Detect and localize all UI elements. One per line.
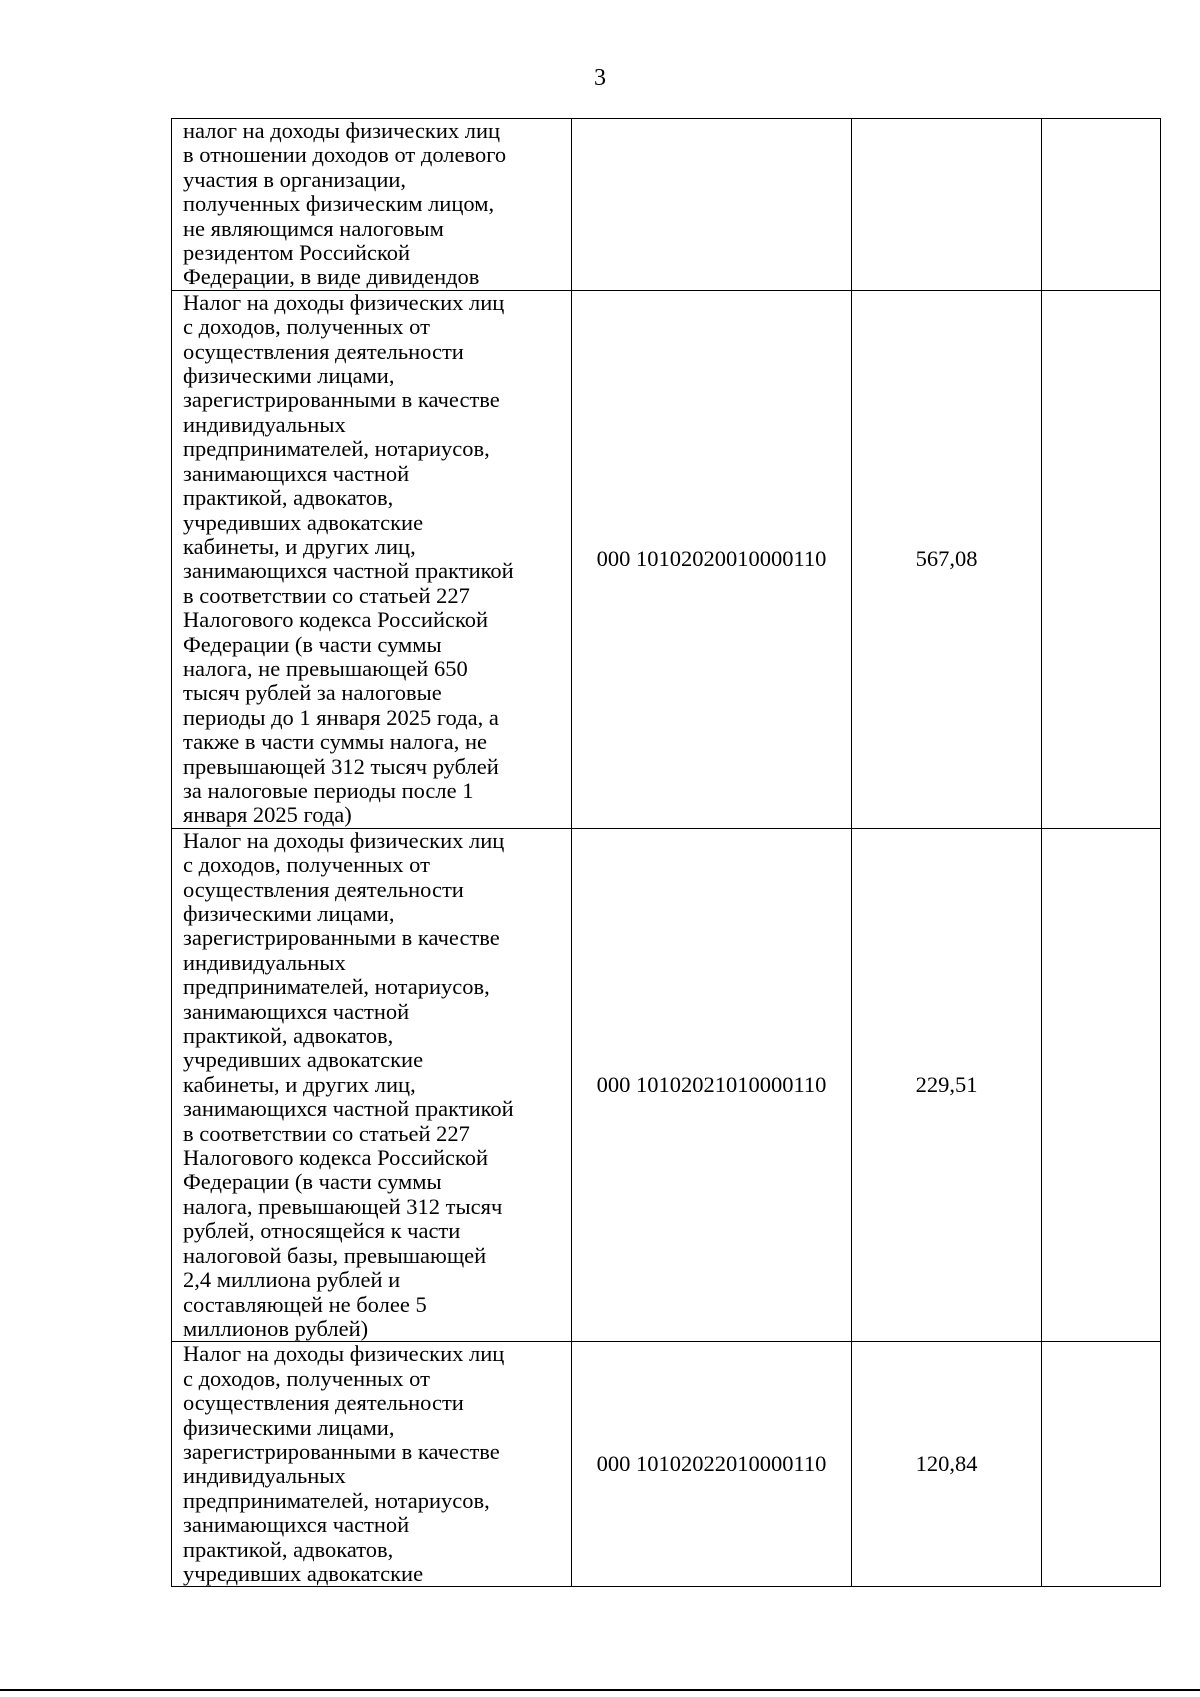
amount-cell: 120,84 (852, 1342, 1042, 1587)
amount-cell (852, 119, 1042, 291)
extra-cell (1042, 119, 1161, 291)
tax-description-cell: Налог на доходы физических лиц с доходов, полученных от осуществления деятельности физическими лицами, зарегистрированными в качестве индивидуальных предпринимателей, нотариусов, занимающихся частной практикой, адвокатов, учредивших адвокатские кабинеты, и других лиц, занимающихся частной практикой в соответствии со статьей 227 Налогового кодекса Российской Федерации (в части суммы налога, не превышающей 650 тысяч рублей за налоговые периоды до 1 января 2025 года, а также в части суммы налога, не превышающей 312 тысяч рублей за налоговые периоды после 1 января 2025 года) (172, 290, 572, 828)
page-number: 3 (594, 65, 606, 91)
budget-code-cell (572, 119, 852, 291)
amount-cell: 567,08 (852, 290, 1042, 828)
page-bottom-rule (0, 1689, 1200, 1691)
revenue-table (171, 118, 1161, 1587)
table-row (172, 290, 1161, 828)
extra-cell (1042, 828, 1161, 1342)
budget-code-cell: 000 10102020010000110 (572, 290, 852, 828)
table-row (172, 119, 1161, 291)
budget-code-cell: 000 10102021010000110 (572, 828, 852, 1342)
tax-description-cell: налог на доходы физических лиц в отношении доходов от долевого участия в организации, полученных физическим лицом, не являющимся налоговым резидентом Российской Федерации, в виде дивидендов (172, 119, 572, 291)
table-row (172, 828, 1161, 1342)
table-row (172, 1342, 1161, 1587)
amount-cell: 229,51 (852, 828, 1042, 1342)
budget-code-cell: 000 10102022010000110 (572, 1342, 852, 1587)
tax-description-cell: Налог на доходы физических лиц с доходов, полученных от осуществления деятельности физическими лицами, зарегистрированными в качестве индивидуальных предпринимателей, нотариусов, занимающихся частной практикой, адвокатов, учредивших адвокатские кабинеты, и других лиц, занимающихся частной практикой в соответствии со статьей 227 Налогового кодекса Российской Федерации (в части суммы налога, превышающей 312 тысяч рублей, относящейся к части налоговой базы, превышающей 2,4 миллиона рублей и составляющей не более 5 миллионов рублей) (172, 828, 572, 1342)
tax-description-cell: Налог на доходы физических лиц с доходов, полученных от осуществления деятельности физическими лицами, зарегистрированными в качестве индивидуальных предпринимателей, нотариусов, занимающихся частной практикой, адвокатов, учредивших адвокатские (172, 1342, 572, 1587)
extra-cell (1042, 290, 1161, 828)
extra-cell (1042, 1342, 1161, 1587)
